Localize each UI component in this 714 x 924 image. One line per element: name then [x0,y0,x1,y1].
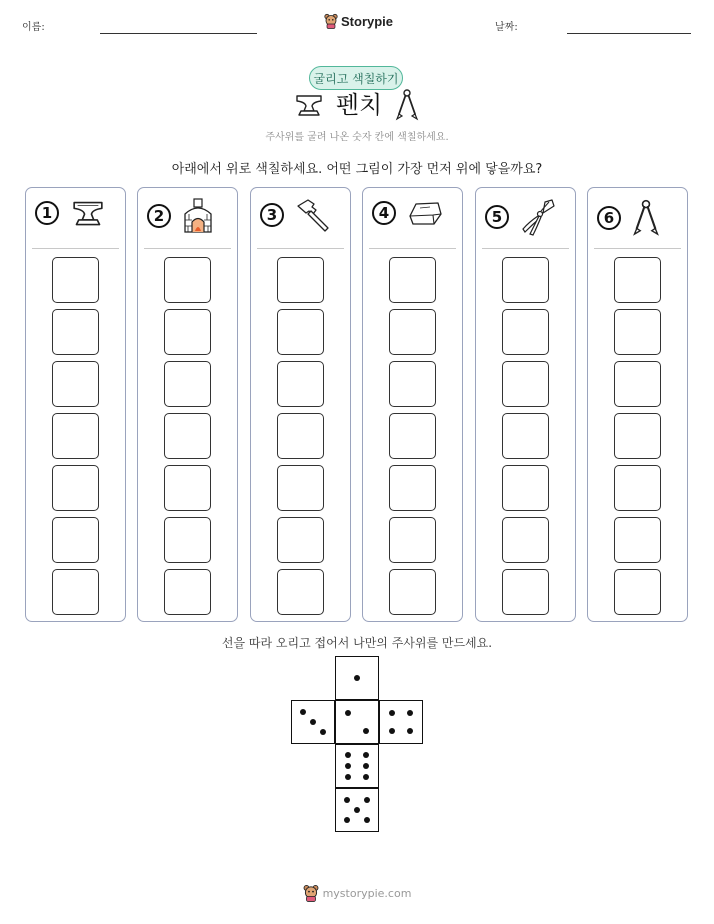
column-5 [475,187,576,622]
color-cell[interactable] [277,465,324,511]
column-2 [137,187,238,622]
color-cell[interactable] [277,309,324,355]
color-cell[interactable] [502,517,549,563]
color-cell[interactable] [277,569,324,615]
color-cell[interactable] [614,517,661,563]
color-cell[interactable] [389,465,436,511]
color-cell[interactable] [502,465,549,511]
die-face-5 [335,788,379,832]
color-cell[interactable] [164,413,211,459]
die-face-3 [291,700,335,744]
color-cell[interactable] [389,413,436,459]
bear-mascot-icon [303,884,319,902]
color-cell[interactable] [52,465,99,511]
die-face-6 [335,744,379,788]
column-number: 5 [485,205,509,229]
footer-url[interactable]: mystorypie.com [322,886,412,900]
color-cell[interactable] [389,517,436,563]
pliers-icon [519,198,557,236]
brand-name: Storypie [341,13,394,29]
subtitle: 주사위를 굴려 나온 숫자 칸에 색칠하세요. [265,132,449,143]
column-number: 4 [372,201,396,225]
page-title: 펜치 [335,91,383,119]
metal-ingot-icon [406,198,444,228]
column-number: 6 [597,206,621,230]
activity-badge: 굴리고 색칠하기 [309,66,403,90]
color-cell[interactable] [164,257,211,303]
die-face-1 [335,656,379,700]
color-cell[interactable] [614,465,661,511]
date-label: 날짜: [495,22,518,33]
column-number: 1 [35,201,59,225]
color-cell[interactable] [502,309,549,355]
color-cell[interactable] [277,361,324,407]
color-cell[interactable] [164,569,211,615]
color-cell[interactable] [614,361,661,407]
coloring-instruction: 아래에서 위로 색칠하세요. 어떤 그림이 가장 먼저 위에 닿을까요? [171,162,543,177]
name-label: 이름: [22,22,45,33]
forge-furnace-icon [181,198,215,234]
color-cell[interactable] [389,309,436,355]
die-face-2 [335,700,379,744]
color-cell[interactable] [614,413,661,459]
color-cell[interactable] [164,517,211,563]
color-cell[interactable] [389,257,436,303]
color-cell[interactable] [277,517,324,563]
color-cell[interactable] [52,413,99,459]
column-number: 3 [260,203,284,227]
color-cell[interactable] [614,569,661,615]
title-row [0,88,714,122]
color-cell[interactable] [52,257,99,303]
color-cell[interactable] [164,309,211,355]
tongs-icon [631,198,661,238]
color-cell[interactable] [614,309,661,355]
color-cell[interactable] [502,257,549,303]
color-cell[interactable] [164,465,211,511]
color-cell[interactable] [52,309,99,355]
date-write-line[interactable] [567,33,691,34]
column-number: 2 [147,204,171,228]
color-cell[interactable] [52,361,99,407]
color-cell[interactable] [502,569,549,615]
column-1 [25,187,126,622]
column-3 [250,187,351,622]
footer [0,884,714,902]
color-cell[interactable] [389,361,436,407]
color-cell[interactable] [277,257,324,303]
color-cell[interactable] [389,569,436,615]
color-cell[interactable] [614,257,661,303]
tongs-icon [394,88,420,122]
storypie-logo [324,13,393,29]
color-cell[interactable] [164,361,211,407]
color-cell[interactable] [502,361,549,407]
color-cell[interactable] [277,413,324,459]
color-cell[interactable] [52,517,99,563]
cutout-instruction: 선을 따라 오리고 접어서 나만의 주사위를 만드세요. [221,636,493,650]
column-4 [362,187,463,622]
name-write-line[interactable] [100,33,257,34]
die-face-4 [379,700,423,744]
color-cell[interactable] [502,413,549,459]
anvil-icon [294,92,324,118]
column-6 [587,187,688,622]
bear-mascot-icon [324,13,338,29]
anvil-icon [69,198,107,228]
hammer-icon [294,198,332,232]
color-cell[interactable] [52,569,99,615]
